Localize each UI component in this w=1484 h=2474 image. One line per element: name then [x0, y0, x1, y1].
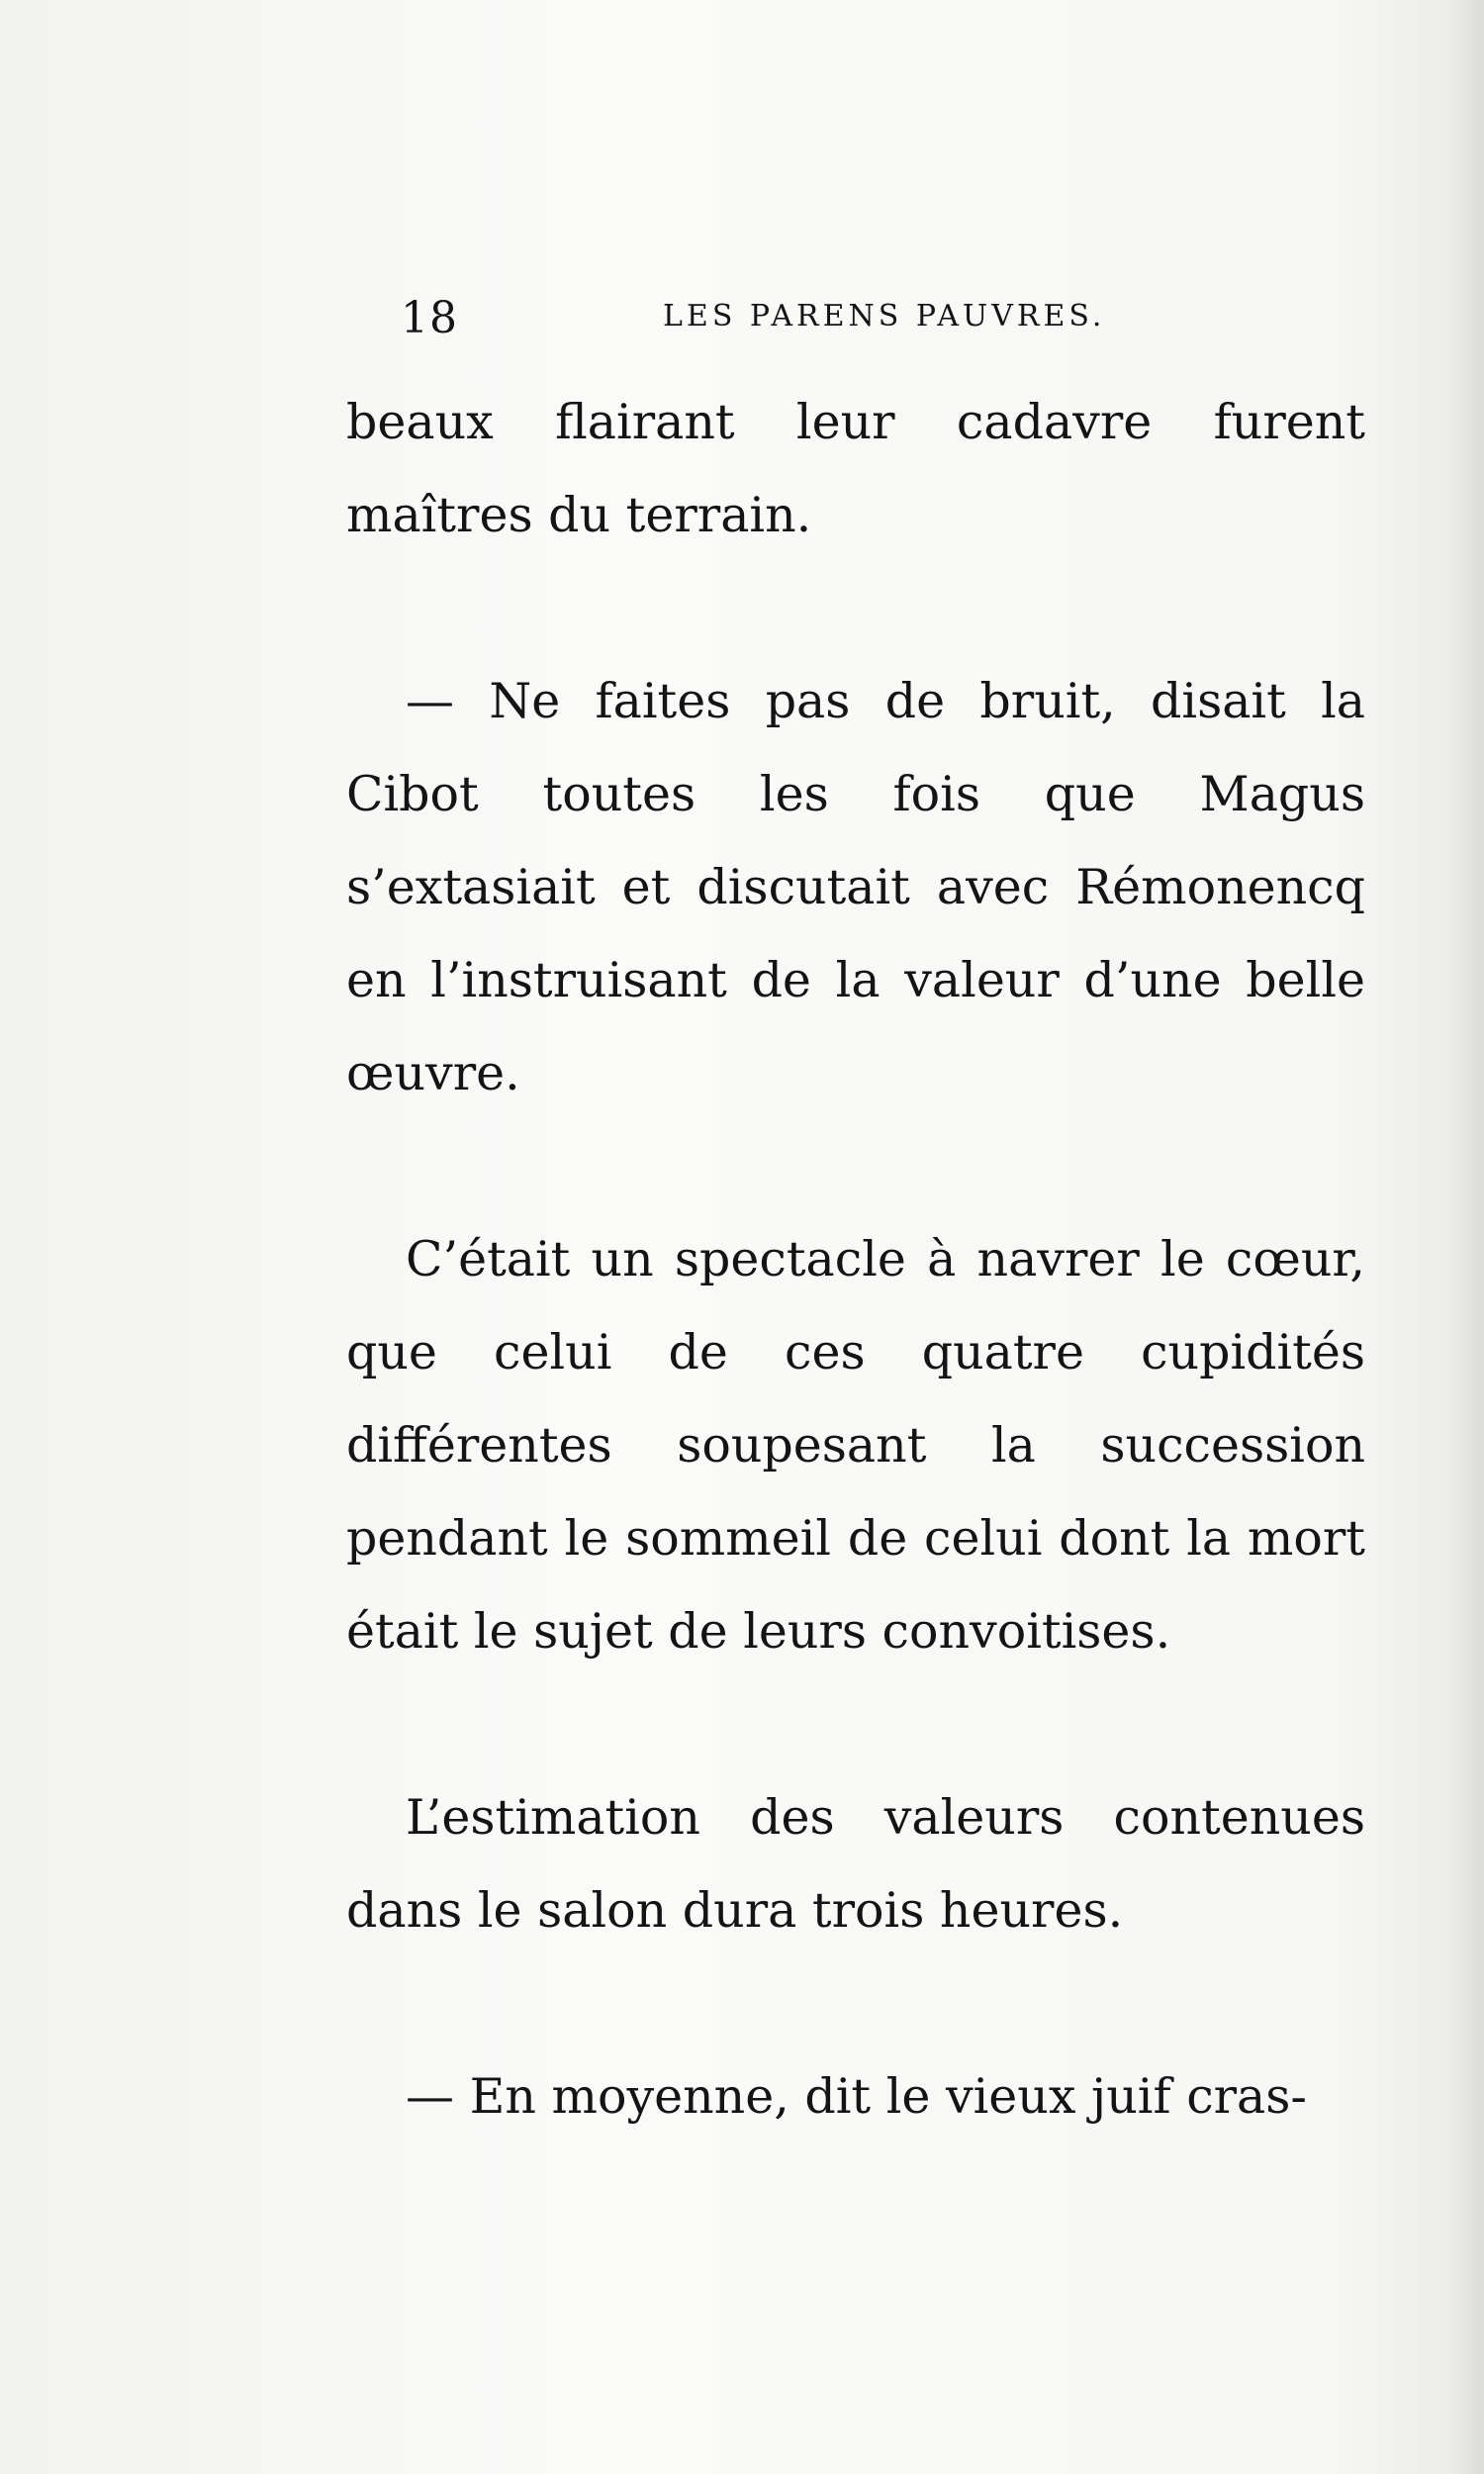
page-number: 18 [401, 293, 458, 343]
page-edge-shadow [1448, 0, 1484, 2474]
paragraph-dialogue-magus: — En moyenne, dit le vieux juif cras- [406, 2068, 1307, 2125]
paragraph-estimation: L’estimation des valeurs contenues dans le salon dura trois heures. [346, 1789, 1365, 1939]
page-header [401, 293, 1133, 352]
paragraph-spectacle: C’était un spectacle à navrer le cœur, que celui de ces quatre cupidités différentes soupesant la succession pendant le sommeil de celui dont la mort était le sujet de leurs convoitises. [346, 1231, 1365, 1660]
paragraph-dialogue-cibot: — Ne faites pas de bruit, disait la Cibot toutes les fois que Magus s’extasiait et discutait avec Rémonencq en l’instruisant de la valeur d’une belle œuvre. [346, 673, 1365, 1101]
running-title: LES PARENS PAUVRES. [663, 299, 1106, 333]
paragraph-continuation: beaux flairant leur cadavre furent maîtres du terrain. [346, 394, 1365, 543]
body-text [346, 376, 1365, 2143]
